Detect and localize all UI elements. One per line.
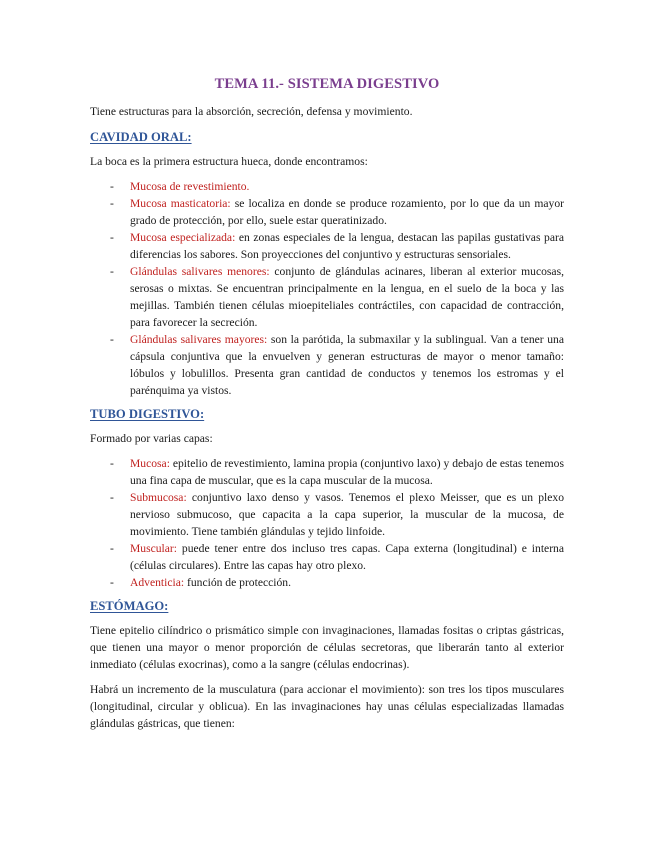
- list-item-term: Submucosa:: [130, 491, 187, 504]
- list-bullet: -: [110, 231, 114, 244]
- list-bullet: -: [110, 333, 114, 346]
- list-item: [90, 331, 564, 399]
- list-bullet: -: [110, 265, 114, 278]
- list-item-text: función de protección.: [184, 576, 291, 589]
- list-item: [90, 263, 564, 331]
- list-item: [90, 455, 564, 489]
- list-item-text: puede tener entre dos incluso tres capas. Capa externa (longitudinal) e interna (células circulares). Entre las capas hay otro plexo.: [130, 542, 564, 572]
- cavidad-oral-intro: La boca es la primera estructura hueca, donde encontramos:: [90, 155, 368, 168]
- list-item: [90, 229, 564, 263]
- list-item-term: Mucosa de revestimiento.: [130, 180, 250, 193]
- list-item-term: Glándulas salivares menores:: [130, 265, 270, 278]
- tubo-digestivo-intro: Formado por varias capas:: [90, 432, 213, 445]
- page-title: TEMA 11.- SISTEMA DIGESTIVO: [214, 76, 440, 92]
- list-item: [90, 178, 564, 195]
- list-bullet: -: [110, 180, 114, 193]
- list-bullet: -: [110, 457, 114, 470]
- list-item-term: Mucosa masticatoria:: [130, 197, 231, 210]
- list-item: [90, 574, 564, 591]
- intro-paragraph: Tiene estructuras para la absorción, secreción, defensa y movimiento.: [90, 105, 413, 118]
- section-heading-cavidad-oral: CAVIDAD ORAL:: [90, 130, 192, 144]
- list-item-term: Glándulas salivares mayores:: [130, 333, 268, 346]
- tubo-digestivo-list: [90, 455, 564, 591]
- list-item-text: se localiza en donde se produce rozamiento, por lo que da un mayor grado de protección, por ello, suele estar queratinizado.: [130, 197, 564, 227]
- list-item-text: epitelio de revestimiento, lamina propia (conjuntivo laxo) y debajo de estas tenemos una fina capa de muscular, que es la capa muscular de la mucosa.: [130, 457, 564, 487]
- list-item-term: Mucosa especializada:: [130, 231, 236, 244]
- list-item: [90, 489, 564, 540]
- list-item-term: Muscular:: [130, 542, 178, 555]
- list-item-text: conjuntivo laxo denso y vasos. Tenemos el plexo Meisser, que es un plexo nervioso submucoso, que capacita a la capa superior, la muscular de la mucosa, de movimiento. Tiene también glándulas y tejido linfoide.: [130, 491, 564, 538]
- list-bullet: -: [110, 491, 114, 504]
- cavidad-oral-list: [90, 178, 564, 399]
- list-bullet: -: [110, 576, 114, 589]
- list-item-term: Adventicia:: [130, 576, 185, 589]
- list-item-text: en zonas especiales de la lengua, destacan las papilas gustativas para diferencias los sabores. Son proyecciones del conjuntivo y estructuras sensoriales.: [130, 231, 564, 261]
- section-heading-tubo-digestivo: TUBO DIGESTIVO:: [90, 407, 205, 421]
- list-item: [90, 540, 564, 574]
- list-bullet: -: [110, 542, 114, 555]
- estomago-paragraph-1: Tiene epitelio cilíndrico o prismático simple con invaginaciones, llamadas fositas o criptas gástricas, que tienen una mayor o menor proporción de células secretoras, que liberarán tanto al exterior inmediato (células exocrinas), como a la sangre (células endocrinas).: [90, 624, 564, 671]
- list-item-text: conjunto de glándulas acinares, liberan al exterior mucosas, serosas o mixtas. Se encuentran principalmente en la lengua, en el suelo de la boca y las mejillas. También tienen células mioepiteliales contráctiles, con capacidad de contracción, para favorecer la secreción.: [130, 265, 564, 329]
- list-bullet: -: [110, 197, 114, 210]
- estomago-paragraph-2: Habrá un incremento de la musculatura (para accionar el movimiento): son tres los tipos musculares (longitudinal, circular y oblicua). En las invaginaciones hay unas células especializadas llamadas glándulas gástricas, que tienen:: [90, 683, 564, 730]
- section-heading-estomago: ESTÓMAGO:: [90, 599, 169, 613]
- document-page: [90, 74, 564, 740]
- list-item-term: Mucosa:: [130, 457, 170, 470]
- list-item-text: son la parótida, la submaxilar y la sublingual. Van a tener una cápsula conjuntiva que la envuelven y generan estructuras de mayor o menor tamaño: lóbulos y lobulillos. Presenta gran cantidad de conductos y tenemos los estromas y el parénquima ya vistos.: [130, 333, 564, 397]
- list-item: [90, 195, 564, 229]
